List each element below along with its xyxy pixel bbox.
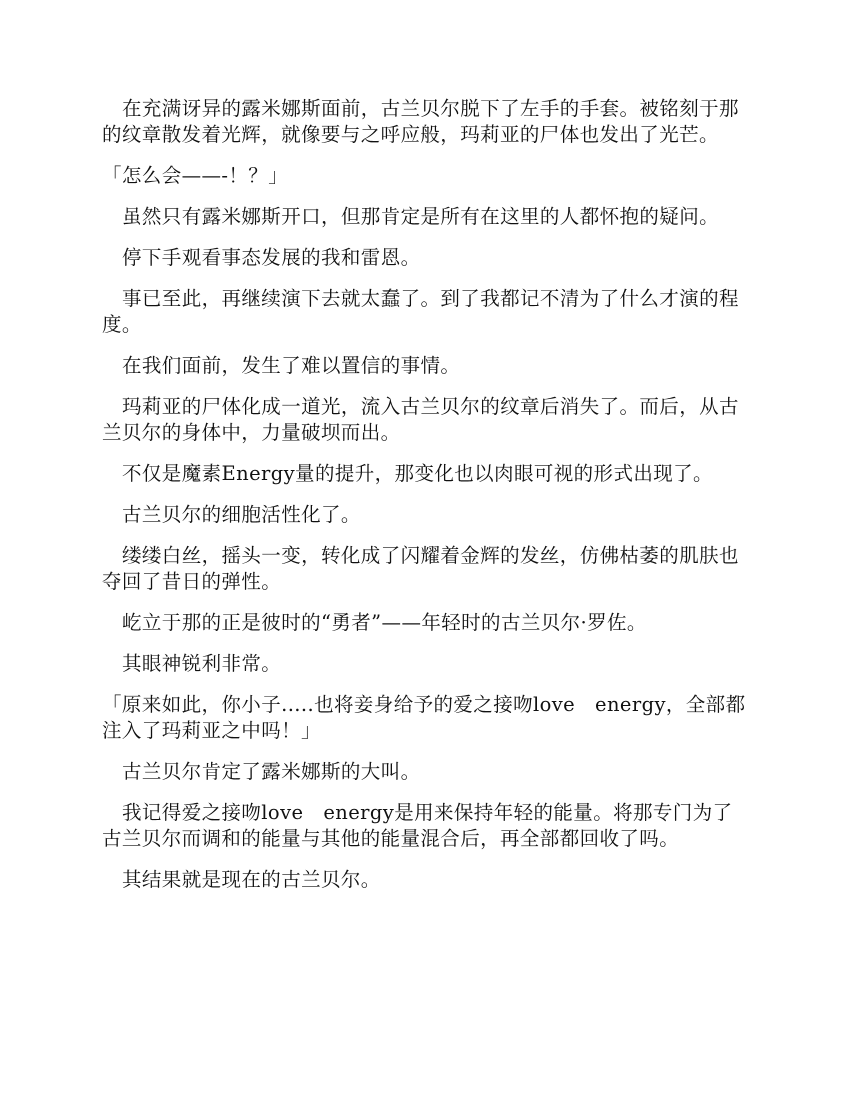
paragraph: 在我们面前，发生了难以置信的事情。	[122, 354, 461, 377]
dialogue-paragraph: 「原来如此，你小子.....也将妾身给予的爱之接吻love energy，全部都注入了玛莉亚之中吗！」	[102, 693, 746, 742]
paragraph: 虽然只有露米娜斯开口，但那肯定是所有在这里的人都怀抱的疑问。	[122, 205, 720, 228]
paragraph: 我记得爱之接吻love energy是用来保持年轻的能量。将那专门为了古兰贝尔而调和的能量与其他的能量混合后，再全部都回收了吗。	[102, 801, 733, 850]
paragraph: 在充满讶异的露米娜斯面前，古兰贝尔脱下了左手的手套。被铭刻于那的纹章散发着光辉，就像要与之呼应般，玛莉亚的尸体也发出了光芒。	[102, 97, 739, 146]
paragraph: 不仅是魔素Energy量的提升，那变化也以肉眼可视的形式出现了。	[122, 462, 713, 485]
dialogue-paragraph: 「怎么会——-！？」	[102, 164, 289, 187]
paragraph: 玛莉亚的尸体化成一道光，流入古兰贝尔的纹章后消失了。而后，从古兰贝尔的身体中，力量破坝而出。	[102, 395, 739, 444]
paragraph: 古兰贝尔肯定了露米娜斯的大叫。	[122, 760, 421, 783]
paragraph: 屹立于那的正是彼时的“勇者”——年轻时的古兰贝尔·罗佐。	[122, 611, 647, 634]
paragraph: 事已至此，再继续演下去就太蠢了。到了我都记不清为了什么才演的程度。	[102, 287, 739, 336]
paragraph: 其眼神锐利非常。	[122, 652, 282, 675]
paragraph: 缕缕白丝，摇头一变，转化成了闪耀着金辉的发丝，仿佛枯萎的肌肤也夺回了昔日的弹性。	[102, 544, 739, 593]
document-body	[102, 96, 748, 908]
paragraph: 其结果就是现在的古兰贝尔。	[122, 868, 381, 891]
paragraph: 停下手观看事态发展的我和雷恩。	[122, 246, 421, 269]
paragraph: 古兰贝尔的细胞活性化了。	[122, 503, 361, 526]
